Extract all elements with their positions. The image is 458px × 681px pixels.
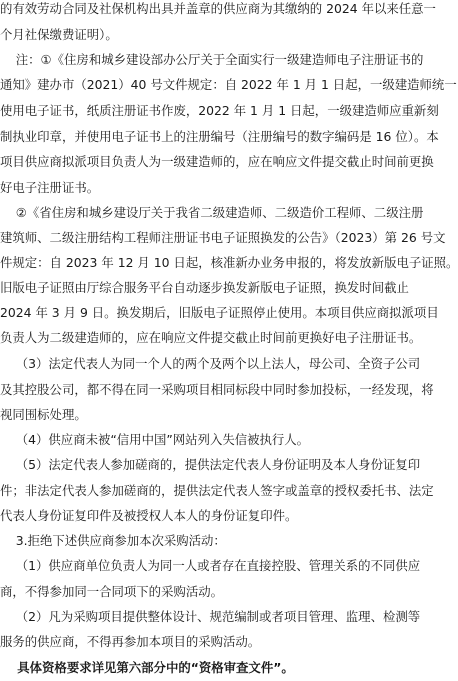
text-line: 建筑师、二级注册结构工程师注册证书电子证照换发的公告》（2023）第 26 号文 xyxy=(0,230,446,245)
text-line: （5）法定代表人参加磋商的，提供法定代表人身份证明及本人身份证复印 xyxy=(0,457,421,472)
text-line: 负责人为二级建造师的，应在响应文件提交截止时间前更换好电子注册证书。 xyxy=(0,330,422,345)
text-line: 通知》建办市（2021）40 号文件规定：自 2022 年 1 月 1 日起，一级建造师统一 xyxy=(0,77,457,92)
text-line: 2024 年 3 月 9 日。换发期后，旧版电子证照停止使用。本项目供应商拟派项目 xyxy=(0,305,439,320)
text-line: 制执业印章，并使用电子证书上的注册编号（注册编号的数字编码是 16 位）。本 xyxy=(0,129,439,144)
text-line: 件；非法定代表人参加磋商的，提供法定代表人签字或盖章的授权委托书、法定 xyxy=(0,483,434,498)
text-line: ②《省住房和城乡建设厅关于我省二级建造师、二级造价工程师、二级注册 xyxy=(0,205,424,220)
text-line: 注：①《住房和城乡建设部办公厅关于全面实行一级建造师电子注册证书的 xyxy=(0,52,424,67)
text-line: 项目供应商拟派项目负责人为一级建造师的，应在响应文件提交截止时间前更换 xyxy=(0,154,434,169)
text-line: 的有效劳动合同及社保机构出具并盖章的供应商为其缴纳的 2024 年以来任意一 xyxy=(0,1,436,16)
text-line: 商，不得参加同一合同项下的采购活动。 xyxy=(0,584,224,599)
text-line: 3.拒绝下述供应商参加本次采购活动： xyxy=(0,533,226,548)
text-line: 具体资格要求详见第六部分中的“资格审查文件”。 xyxy=(0,660,294,675)
text-line: 及其控股公司，都不得在同一采购项目相同标段中同时参加投标，一经发现，将 xyxy=(0,382,434,397)
text-line: 使用电子证书，纸质注册证书作废，2022 年 1 月 1 日起，一级建造师应重新刻 xyxy=(0,103,439,118)
text-line: （3）法定代表人为同一个人的两个及两个以上法人，母公司、全资子公司 xyxy=(0,356,421,371)
text-line: 个月社保缴费证明）。 xyxy=(0,27,118,42)
text-line: 旧版电子证照由厅综合服务平台自动逐步换发新版电子证照，换发时间截止 xyxy=(0,280,409,295)
text-line: （2）凡为采购项目提供整体设计、规范编制或者项目管理、监理、检测等 xyxy=(0,609,421,624)
text-line: 件规定：自 2023 年 12 月 10 日起，核准新办业务申报的，将发放新版电子证照。 xyxy=(0,255,458,270)
text-line: （4）供应商未被“信用中国”网站列入失信被执行人。 xyxy=(0,432,310,447)
text-line: 视同围标处理。 xyxy=(0,407,87,422)
text-line: 好电子注册证书。 xyxy=(0,180,100,195)
text-line: 代表人身份证复印件及被授权人本人的身份证复印件。 xyxy=(0,508,298,523)
text-line: （1）供应商单位负责人为同一人或者存在直接控股、管理关系的不同供应 xyxy=(0,558,421,573)
text-line: 服务的供应商，不得再参加本项目的采购活动。 xyxy=(0,634,261,649)
